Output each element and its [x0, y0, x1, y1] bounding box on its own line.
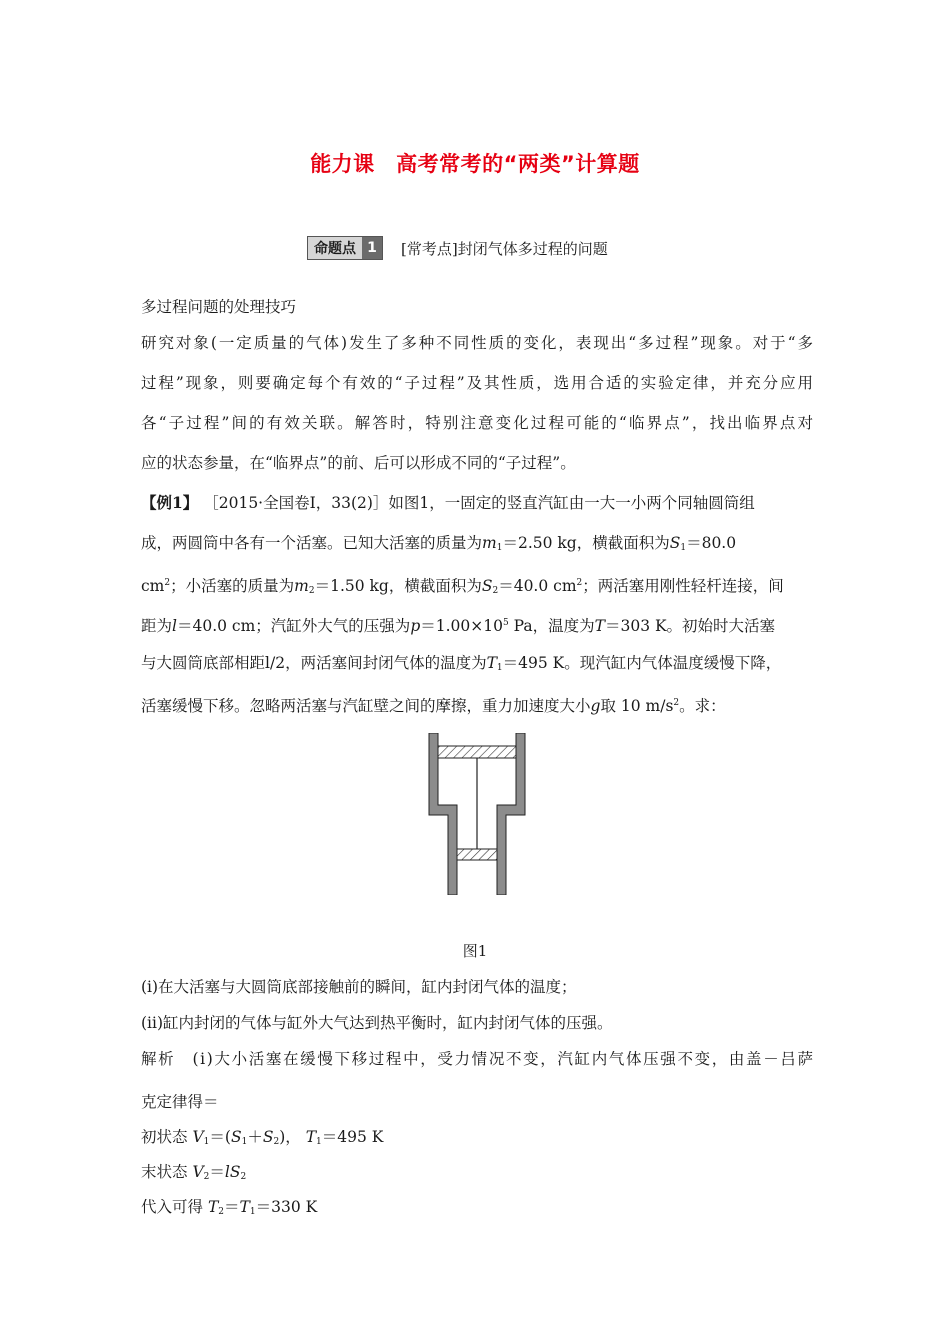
intro-line-2: 过程”现象，则要确定每个有效的“子过程”及其性质，选用合适的实验定律，并充分应用 [141, 374, 813, 392]
example-line-2: 成，两圆筒中各有一个活塞。已知大活塞的质量为$m_1=2.50$ kg，横截面积为$S_1=80.0$ [141, 534, 737, 553]
topic-heading: [常考点]封闭气体多过程的问题 [401, 239, 608, 258]
small-piston [457, 849, 497, 860]
example-line-6: 活塞缓慢下移。忽略两活塞与汽缸壁之间的摩擦，重力加速度大小g取 10 $m/s^2$。求： [141, 697, 726, 715]
example-line-3: $cm^2$；小活塞的质量为$m_2=1.50$ kg，横截面积为$S_2=40.0$ $cm^2$；两活塞用刚性轻杆连接，间 [141, 577, 784, 596]
large-piston [438, 746, 516, 758]
example-line-5: 与大圆筒底部相距l/2，两活塞间封闭气体的温度为$T_1=495$ K。现汽缸内气体温度缓慢下降， [141, 654, 782, 673]
intro-line-1: 研究对象(一定质量的气体)发生了多种不同性质的变化，表现出“多过程”现象。对于“多 [141, 334, 813, 352]
example-label: 【例1】 [141, 493, 199, 512]
example-line-1 [141, 493, 813, 513]
section-heading: 多过程问题的处理技巧 [141, 298, 297, 316]
figure-caption: 图1 [462, 942, 488, 960]
cylinder-figure [427, 733, 527, 895]
question-1: (ⅰ)在大活塞与大圆筒底部接触前的瞬间，缸内封闭气体的温度； [141, 978, 577, 996]
topic-badge-number: 1 [362, 237, 382, 259]
topic-badge-label: 命题点 [314, 241, 356, 257]
solution-result: 代入可得 $T_2=T_1=330$ K [141, 1198, 318, 1217]
solution-line-2: 克定律得＝ [141, 1093, 219, 1111]
page-title: 能力课 高考常考的“两类”计算题 [310, 152, 640, 176]
topic-badge [307, 236, 383, 260]
topic-tag-row [307, 236, 608, 260]
solution-line-1: 解析 (ⅰ)大小活塞在缓慢下移过程中，受力情况不变，汽缸内气体压强不变，由盖－吕萨 [141, 1050, 813, 1068]
example-line-4: 距为l＝40.0 cm；汽缸外大气的压强为$p=1.00\times 10^5$ Pa，温度为T＝303 K。初始时大活塞 [141, 617, 776, 635]
question-2: (ⅱ)缸内封闭的气体与缸外大气达到热平衡时，缸内封闭气体的压强。 [141, 1014, 613, 1032]
intro-line-3: 各“子过程”间的有效关联。解答时，特别注意变化过程可能的“临界点”，找出临界点对 [141, 414, 813, 432]
intro-line-4: 应的状态参量，在“临界点”的前、后可以形成不同的“子过程”。 [141, 454, 576, 472]
example-source: ［2015·全国卷Ⅰ，33(2)］如图1，一固定的竖直汽缸由一大一小两个同轴圆筒组 [203, 494, 755, 512]
solution-initial-state: 初状态 $V_1=(S_1+S_2)$， $T_1=495$ K [141, 1128, 384, 1147]
solution-final-state: 末状态 $V_2=lS_2$ [141, 1163, 247, 1182]
